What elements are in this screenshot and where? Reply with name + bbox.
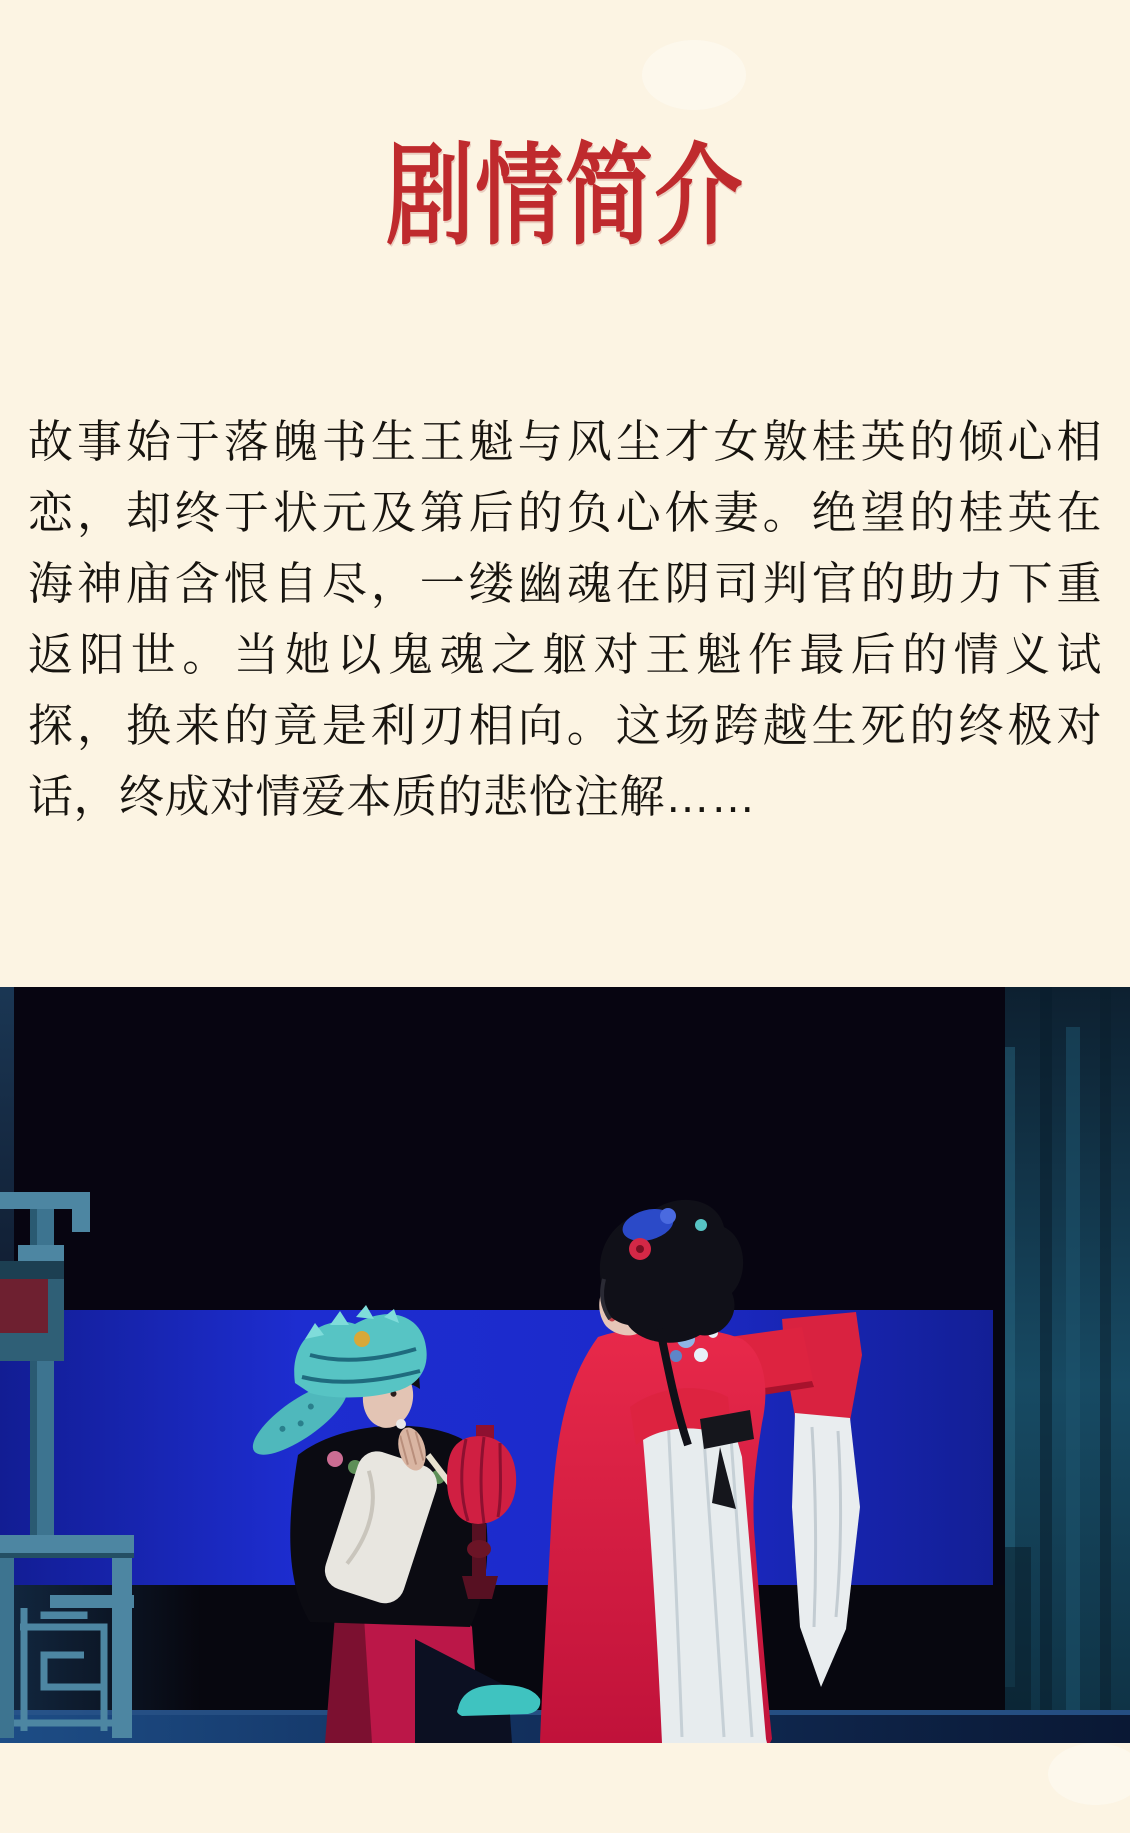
synopsis-line: 海神庙含恨自尽，一缕幽魂在阴司判官的助力下重	[28, 558, 1102, 609]
synopsis-line: 返阳世。当她以鬼魂之躯对王魁作最后的情义试	[28, 629, 1102, 680]
synopsis-line: 故事始于落魄书生王魁与风尘才女敫桂英的倾心相	[28, 416, 1102, 467]
synopsis-line: 探，换来的竟是利刃相向。这场跨越生死的终极对	[28, 700, 1102, 751]
stage-photo[interactable]	[0, 987, 1130, 1743]
stage-photo-art	[0, 987, 1130, 1743]
stage-microphone	[396, 1419, 406, 1429]
curtain-bottom-shadow	[1005, 1547, 1031, 1710]
page-title-text: 剧情简介	[385, 134, 745, 258]
synopsis-paragraph	[28, 406, 1102, 832]
synopsis-line: 恋，却终于状元及第后的负心休妻。绝望的桂英在	[28, 487, 1102, 538]
curtain-fold-shadow	[1040, 987, 1052, 1710]
stage-curtain	[1005, 987, 1130, 1710]
backdrop-seam	[993, 1310, 1005, 1585]
curtain-fold-shadow	[1100, 987, 1111, 1710]
curtain-fold-highlight	[1066, 1027, 1080, 1710]
prop-red-cloth	[0, 1279, 48, 1333]
synopsis-line: 话，终成对情爱本质的悲怆注解……	[28, 771, 757, 822]
paper-highlight	[1048, 1743, 1130, 1805]
gold-ornament	[354, 1331, 370, 1347]
page-title	[0, 132, 1130, 262]
paper-highlight	[642, 40, 746, 110]
